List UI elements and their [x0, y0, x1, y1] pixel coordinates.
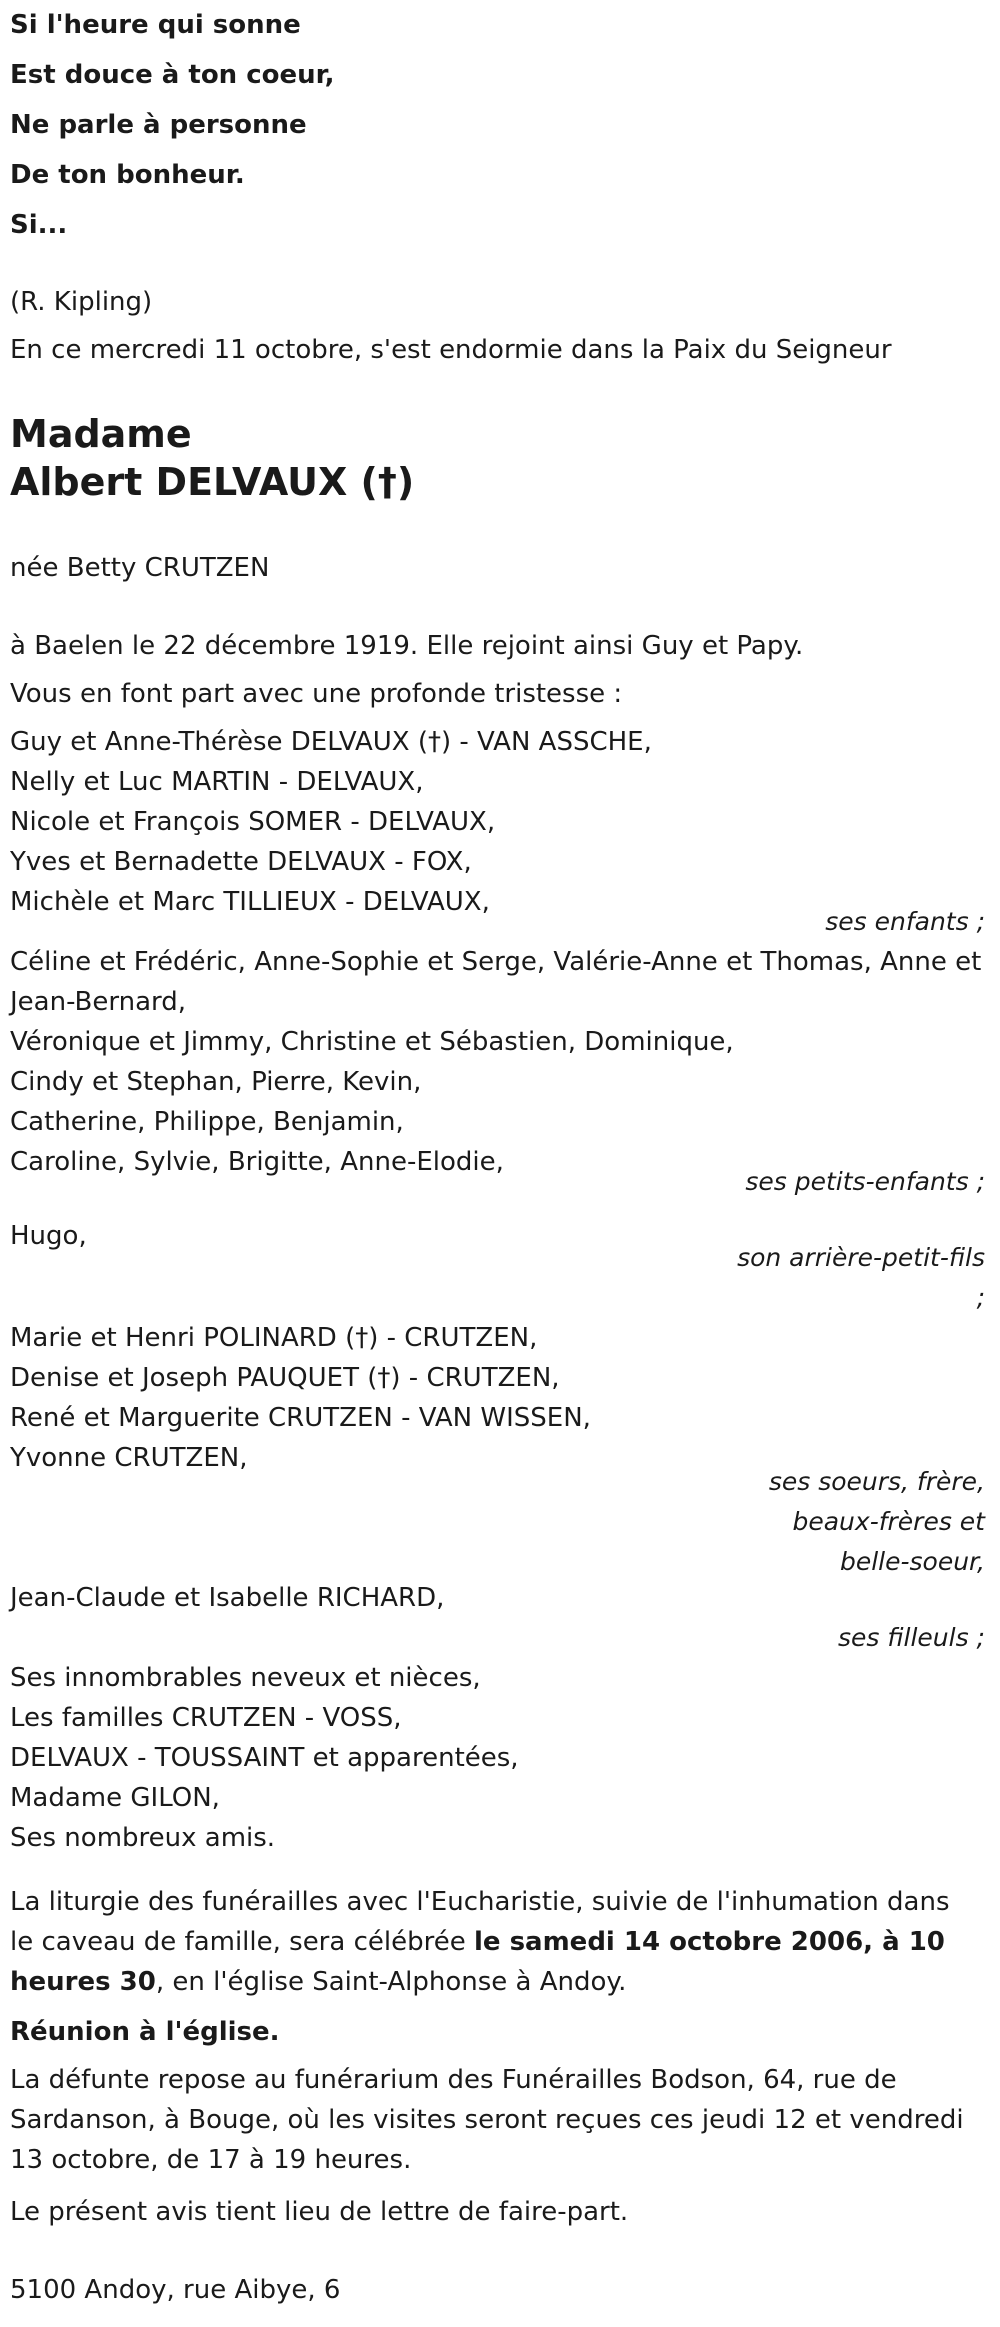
- deceased-title: Madame: [10, 412, 192, 456]
- grandchildren-list: [10, 1022, 985, 1182]
- label-line: ;: [976, 1283, 985, 1312]
- list-item: Catherine, Philippe, Benjamin,: [10, 1107, 404, 1137]
- label-line: beaux-frères et: [792, 1507, 985, 1536]
- funeral-time: heures 30: [10, 1967, 156, 1997]
- others-list: [10, 1658, 985, 1858]
- list-item: Caroline, Sylvie, Brigitte, Anne-Elodie,: [10, 1147, 504, 1177]
- list-item: Marie et Henri POLINARD (†) - CRUTZEN,: [10, 1323, 538, 1353]
- list-item: Madame GILON,: [10, 1783, 220, 1813]
- list-item: Michèle et Marc TILLIEUX - DELVAUX,: [10, 887, 490, 917]
- birth-name: née Betty CRUTZEN: [10, 553, 270, 583]
- funeral-line: [10, 1922, 985, 1962]
- birth-line: à Baelen le 22 décembre 1919. Elle rejoint ainsi Guy et Papy.: [10, 631, 804, 661]
- visit-line: 13 octobre, de 17 à 19 heures.: [10, 2145, 412, 2175]
- visit-line: La défunte repose au funérarium des Funérailles Bodson, 64, rue de: [10, 2065, 897, 2095]
- label-line: ses soeurs, frère,: [768, 1467, 985, 1496]
- poem: [10, 0, 985, 250]
- list-item: Ses innombrables neveux et nièces,: [10, 1663, 481, 1693]
- funeral-text: le caveau de famille, sera célébrée: [10, 1927, 474, 1957]
- list-item: Guy et Anne-Thérèse DELVAUX (†) - VAN ASSCHE,: [10, 727, 652, 757]
- siblings-list: [10, 1318, 985, 1478]
- funeral-date: le samedi 14 octobre 2006, à 10: [473, 1927, 945, 1957]
- godchildren: Jean-Claude et Isabelle RICHARD,: [10, 1583, 445, 1613]
- list-item: Véronique et Jimmy, Christine et Sébastien, Dominique,: [10, 1027, 734, 1057]
- meeting-text: Réunion à l'église.: [10, 2017, 280, 2047]
- list-item: Yvonne CRUTZEN,: [10, 1443, 248, 1473]
- list-item: Les familles CRUTZEN - VOSS,: [10, 1703, 402, 1733]
- poem-line: Si...: [10, 210, 68, 240]
- funeral-paragraph: [10, 1882, 985, 2002]
- attribution: (R. Kipling): [10, 287, 153, 317]
- announce-line: Vous en font part avec une profonde tristesse :: [10, 679, 623, 709]
- list-item: Nicole et François SOMER - DELVAUX,: [10, 807, 496, 837]
- great-grandchild: Hugo,: [10, 1221, 87, 1251]
- grandchildren-label: ses petits-enfants ;: [745, 1167, 985, 1196]
- visit-paragraph: [10, 2060, 985, 2180]
- meeting-line: [10, 2012, 985, 2052]
- poem-line: De ton bonheur.: [10, 160, 245, 190]
- list-item: Yves et Bernadette DELVAUX - FOX,: [10, 847, 472, 877]
- intro-line: En ce mercredi 11 octobre, s'est endormie dans la Paix du Seigneur: [10, 335, 892, 365]
- children-list: [10, 722, 985, 922]
- list-item: René et Marguerite CRUTZEN - VAN WISSEN,: [10, 1403, 591, 1433]
- godchildren-label: ses filleuls ;: [838, 1623, 985, 1652]
- label-line: belle-soeur,: [839, 1547, 985, 1576]
- list-item: Nelly et Luc MARTIN - DELVAUX,: [10, 767, 424, 797]
- deceased-name: Albert DELVAUX (†): [10, 460, 415, 504]
- great-grandchild-label: [10, 1238, 985, 1318]
- notice-line: Le présent avis tient lieu de lettre de faire-part.: [10, 2197, 629, 2227]
- list-item: Cindy et Stephan, Pierre, Kevin,: [10, 1067, 422, 1097]
- funeral-line: La liturgie des funérailles avec l'Eucharistie, suivie de l'inhumation dans: [10, 1887, 950, 1917]
- funeral-line: [10, 1962, 985, 2002]
- poem-line: Est douce à ton coeur,: [10, 60, 335, 90]
- poem-line: Ne parle à personne: [10, 110, 307, 140]
- children-label: ses enfants ;: [825, 907, 985, 936]
- address-line: 5100 Andoy, rue Aibye, 6: [10, 2275, 341, 2305]
- siblings-label: [10, 1462, 985, 1582]
- list-item: DELVAUX - TOUSSAINT et apparentées,: [10, 1743, 519, 1773]
- grandchildren-first: Céline et Frédéric, Anne-Sophie et Serge, Valérie-Anne et Thomas, Anne et Jean-Bernard,: [10, 947, 982, 1017]
- list-item: Denise et Joseph PAUQUET (†) - CRUTZEN,: [10, 1363, 560, 1393]
- visit-line: Sardanson, à Bouge, où les visites seront reçues ces jeudi 12 et vendredi: [10, 2105, 964, 2135]
- list-item: Ses nombreux amis.: [10, 1823, 276, 1853]
- label-line: son arrière-petit-fils: [737, 1243, 985, 1272]
- funeral-place: , en l'église Saint-Alphonse à Andoy.: [155, 1967, 627, 1997]
- poem-line: Si l'heure qui sonne: [10, 10, 301, 40]
